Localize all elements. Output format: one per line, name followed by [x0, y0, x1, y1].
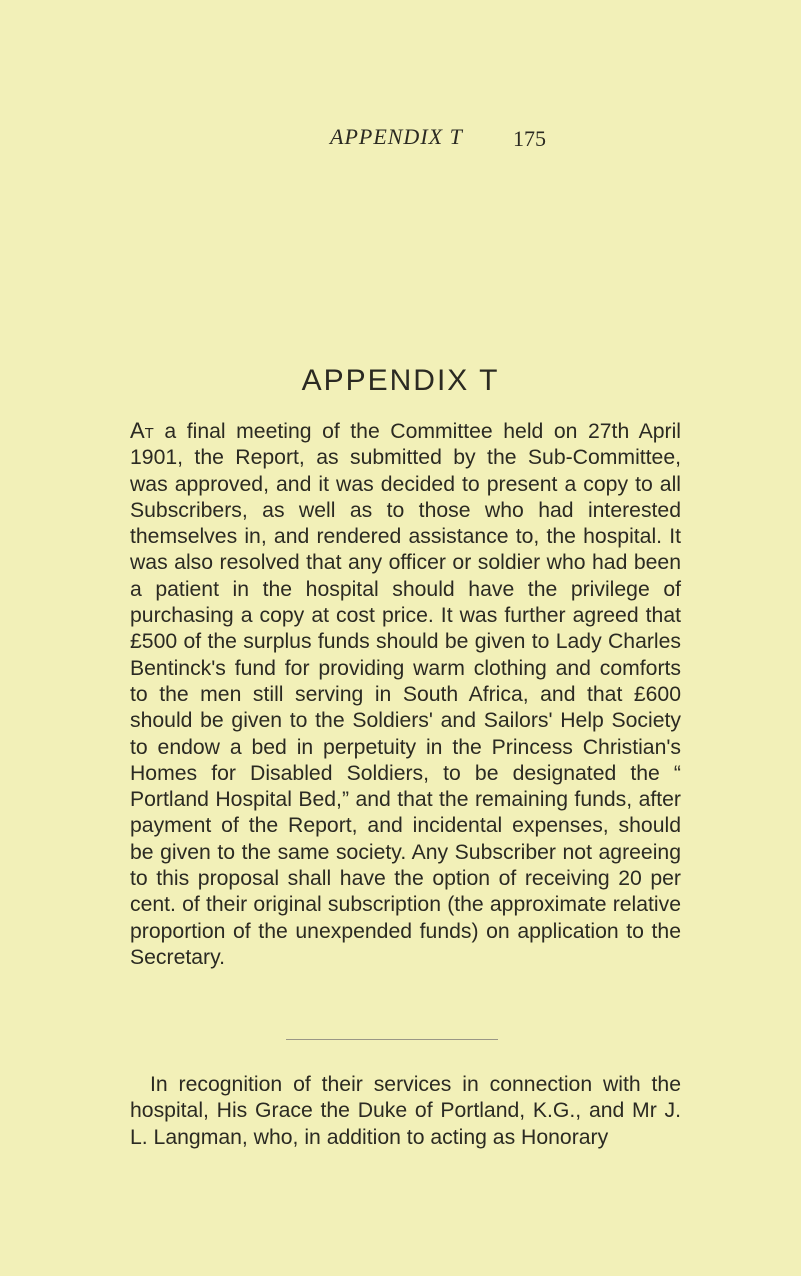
paragraph-recognition: In recognition of their services in connection with the hospital, His Grace the Duke of Portland, K.G., and Mr J. L. Langman, who, in addition to acting as Honorary: [130, 1073, 681, 1149]
page-number: 175: [513, 126, 546, 151]
appendix-title: APPENDIX T: [301, 364, 500, 397]
paragraph-body: a final meeting of the Committee held on 27th April 1901, the Report, as submitted by the Sub-Committee, was approved, and it was decided to present a copy to all Subscribers, as well as to those who had interested themselves in, and rendered assistance to, the hospital. It was also resolved that any officer or soldier who had been a patient in the hospital should have the privilege of purchasing a copy at cost price. It was further agreed that £500 of the surplus funds should be given to Lady Charles Bentinck's fund for providing warm clothing and comforts to the men still serving in South Africa, and that £600 should be given to the Soldiers' and Sailors' Help Society to endow a bed in perpetuity in the Princess Christian's Homes for Disabled Soldiers, to be designated the “ Portland Hospital Bed,” and that the remaining funds, after payment of the Report, and incidental expenses, should be given to the same society. Any Subscriber not agreeing to this proposal shall have the option of receiving 20 per cent. of their original subscription (the approximate relative proportion of the unexpended funds) on application to the Secretary.: [130, 420, 681, 969]
running-title: APPENDIX T: [330, 124, 463, 149]
section-divider: [286, 1039, 498, 1040]
paragraph-lead-word: At: [130, 418, 154, 443]
paragraph-committee-meeting: [130, 418, 681, 971]
running-head: [0, 118, 801, 154]
